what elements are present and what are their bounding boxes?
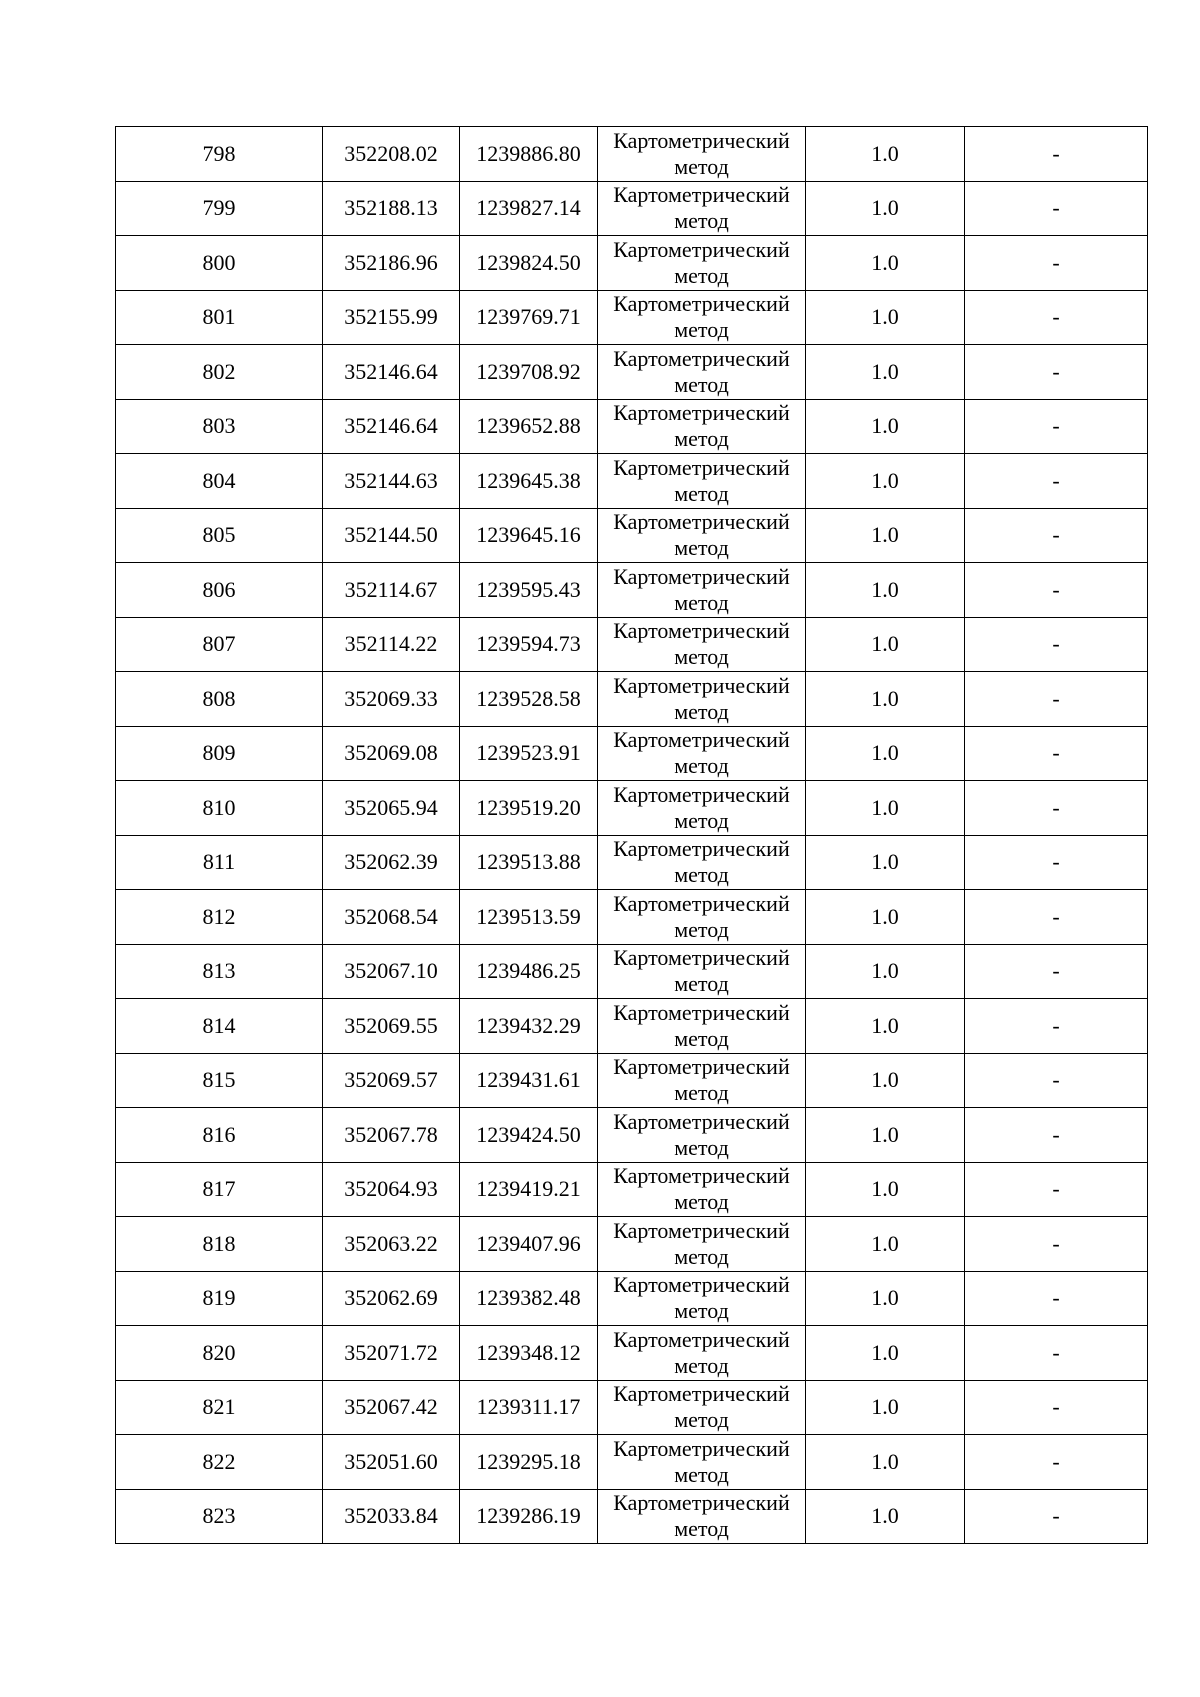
table-row <box>116 1435 1148 1490</box>
note-cell: - <box>965 835 1148 890</box>
y-coordinate-cell: 1239431.61 <box>460 1053 598 1108</box>
coordinates-table-body <box>116 127 1148 1544</box>
note-cell: - <box>965 345 1148 400</box>
y-coordinate-cell: 1239886.80 <box>460 127 598 182</box>
method-cell: Картометрический метод <box>598 1380 806 1435</box>
accuracy-cell: 1.0 <box>806 399 965 454</box>
y-coordinate-cell: 1239432.29 <box>460 999 598 1054</box>
method-cell: Картометрический метод <box>598 1489 806 1544</box>
table-row <box>116 835 1148 890</box>
point-number-cell: 804 <box>116 454 323 509</box>
y-coordinate-cell: 1239708.92 <box>460 345 598 400</box>
accuracy-cell: 1.0 <box>806 781 965 836</box>
note-cell: - <box>965 399 1148 454</box>
y-coordinate-cell: 1239652.88 <box>460 399 598 454</box>
method-cell: Картометрический метод <box>598 999 806 1054</box>
note-cell: - <box>965 617 1148 672</box>
table-row <box>116 290 1148 345</box>
accuracy-cell: 1.0 <box>806 454 965 509</box>
point-number-cell: 811 <box>116 835 323 890</box>
y-coordinate-cell: 1239286.19 <box>460 1489 598 1544</box>
table-row <box>116 399 1148 454</box>
y-coordinate-cell: 1239594.73 <box>460 617 598 672</box>
method-cell: Картометрический метод <box>598 345 806 400</box>
point-number-cell: 799 <box>116 181 323 236</box>
point-number-cell: 809 <box>116 726 323 781</box>
y-coordinate-cell: 1239407.96 <box>460 1217 598 1272</box>
method-cell: Картометрический метод <box>598 726 806 781</box>
table-row <box>116 1489 1148 1544</box>
x-coordinate-cell: 352069.57 <box>323 1053 460 1108</box>
x-coordinate-cell: 352062.69 <box>323 1271 460 1326</box>
note-cell: - <box>965 1326 1148 1381</box>
method-cell: Картометрический метод <box>598 236 806 291</box>
table-row <box>116 890 1148 945</box>
note-cell: - <box>965 290 1148 345</box>
point-number-cell: 821 <box>116 1380 323 1435</box>
point-number-cell: 816 <box>116 1108 323 1163</box>
x-coordinate-cell: 352064.93 <box>323 1162 460 1217</box>
y-coordinate-cell: 1239348.12 <box>460 1326 598 1381</box>
method-cell: Картометрический метод <box>598 181 806 236</box>
method-cell: Картометрический метод <box>598 399 806 454</box>
accuracy-cell: 1.0 <box>806 1435 965 1490</box>
table-row <box>116 1053 1148 1108</box>
coordinates-table <box>115 126 1148 1544</box>
y-coordinate-cell: 1239528.58 <box>460 672 598 727</box>
point-number-cell: 810 <box>116 781 323 836</box>
accuracy-cell: 1.0 <box>806 1108 965 1163</box>
table-row <box>116 236 1148 291</box>
note-cell: - <box>965 781 1148 836</box>
point-number-cell: 817 <box>116 1162 323 1217</box>
note-cell: - <box>965 1271 1148 1326</box>
x-coordinate-cell: 352033.84 <box>323 1489 460 1544</box>
note-cell: - <box>965 127 1148 182</box>
point-number-cell: 801 <box>116 290 323 345</box>
point-number-cell: 819 <box>116 1271 323 1326</box>
method-cell: Картометрический метод <box>598 672 806 727</box>
method-cell: Картометрический метод <box>598 1271 806 1326</box>
method-cell: Картометрический метод <box>598 127 806 182</box>
note-cell: - <box>965 1162 1148 1217</box>
table-row <box>116 1380 1148 1435</box>
table-row <box>116 1217 1148 1272</box>
x-coordinate-cell: 352071.72 <box>323 1326 460 1381</box>
x-coordinate-cell: 352144.63 <box>323 454 460 509</box>
accuracy-cell: 1.0 <box>806 999 965 1054</box>
note-cell: - <box>965 1217 1148 1272</box>
note-cell: - <box>965 454 1148 509</box>
point-number-cell: 822 <box>116 1435 323 1490</box>
table-row <box>116 563 1148 618</box>
table-row <box>116 127 1148 182</box>
y-coordinate-cell: 1239645.16 <box>460 508 598 563</box>
x-coordinate-cell: 352146.64 <box>323 399 460 454</box>
table-row <box>116 345 1148 400</box>
accuracy-cell: 1.0 <box>806 835 965 890</box>
accuracy-cell: 1.0 <box>806 236 965 291</box>
table-row <box>116 999 1148 1054</box>
accuracy-cell: 1.0 <box>806 672 965 727</box>
accuracy-cell: 1.0 <box>806 345 965 400</box>
table-row <box>116 508 1148 563</box>
table-row <box>116 672 1148 727</box>
accuracy-cell: 1.0 <box>806 1217 965 1272</box>
method-cell: Картометрический метод <box>598 290 806 345</box>
x-coordinate-cell: 352069.55 <box>323 999 460 1054</box>
x-coordinate-cell: 352067.10 <box>323 944 460 999</box>
note-cell: - <box>965 1435 1148 1490</box>
x-coordinate-cell: 352114.67 <box>323 563 460 618</box>
point-number-cell: 800 <box>116 236 323 291</box>
point-number-cell: 803 <box>116 399 323 454</box>
y-coordinate-cell: 1239645.38 <box>460 454 598 509</box>
accuracy-cell: 1.0 <box>806 890 965 945</box>
method-cell: Картометрический метод <box>598 835 806 890</box>
x-coordinate-cell: 352062.39 <box>323 835 460 890</box>
note-cell: - <box>965 563 1148 618</box>
y-coordinate-cell: 1239519.20 <box>460 781 598 836</box>
point-number-cell: 808 <box>116 672 323 727</box>
method-cell: Картометрический метод <box>598 890 806 945</box>
y-coordinate-cell: 1239523.91 <box>460 726 598 781</box>
table-row <box>116 944 1148 999</box>
method-cell: Картометрический метод <box>598 563 806 618</box>
x-coordinate-cell: 352068.54 <box>323 890 460 945</box>
method-cell: Картометрический метод <box>598 1162 806 1217</box>
note-cell: - <box>965 1380 1148 1435</box>
accuracy-cell: 1.0 <box>806 290 965 345</box>
x-coordinate-cell: 352146.64 <box>323 345 460 400</box>
table-row <box>116 1326 1148 1381</box>
x-coordinate-cell: 352067.78 <box>323 1108 460 1163</box>
note-cell: - <box>965 944 1148 999</box>
y-coordinate-cell: 1239824.50 <box>460 236 598 291</box>
table-row <box>116 1108 1148 1163</box>
accuracy-cell: 1.0 <box>806 127 965 182</box>
point-number-cell: 812 <box>116 890 323 945</box>
y-coordinate-cell: 1239513.59 <box>460 890 598 945</box>
y-coordinate-cell: 1239419.21 <box>460 1162 598 1217</box>
y-coordinate-cell: 1239769.71 <box>460 290 598 345</box>
x-coordinate-cell: 352069.08 <box>323 726 460 781</box>
method-cell: Картометрический метод <box>598 454 806 509</box>
accuracy-cell: 1.0 <box>806 508 965 563</box>
point-number-cell: 805 <box>116 508 323 563</box>
method-cell: Картометрический метод <box>598 1435 806 1490</box>
accuracy-cell: 1.0 <box>806 1271 965 1326</box>
note-cell: - <box>965 890 1148 945</box>
note-cell: - <box>965 508 1148 563</box>
accuracy-cell: 1.0 <box>806 1380 965 1435</box>
y-coordinate-cell: 1239311.17 <box>460 1380 598 1435</box>
note-cell: - <box>965 999 1148 1054</box>
method-cell: Картометрический метод <box>598 1053 806 1108</box>
method-cell: Картометрический метод <box>598 944 806 999</box>
accuracy-cell: 1.0 <box>806 944 965 999</box>
point-number-cell: 807 <box>116 617 323 672</box>
x-coordinate-cell: 352144.50 <box>323 508 460 563</box>
accuracy-cell: 1.0 <box>806 617 965 672</box>
x-coordinate-cell: 352051.60 <box>323 1435 460 1490</box>
point-number-cell: 815 <box>116 1053 323 1108</box>
x-coordinate-cell: 352155.99 <box>323 290 460 345</box>
y-coordinate-cell: 1239424.50 <box>460 1108 598 1163</box>
accuracy-cell: 1.0 <box>806 1053 965 1108</box>
x-coordinate-cell: 352186.96 <box>323 236 460 291</box>
table-row <box>116 781 1148 836</box>
y-coordinate-cell: 1239486.25 <box>460 944 598 999</box>
y-coordinate-cell: 1239827.14 <box>460 181 598 236</box>
method-cell: Картометрический метод <box>598 617 806 672</box>
y-coordinate-cell: 1239595.43 <box>460 563 598 618</box>
point-number-cell: 818 <box>116 1217 323 1272</box>
accuracy-cell: 1.0 <box>806 181 965 236</box>
point-number-cell: 798 <box>116 127 323 182</box>
table-row <box>116 181 1148 236</box>
x-coordinate-cell: 352065.94 <box>323 781 460 836</box>
point-number-cell: 820 <box>116 1326 323 1381</box>
note-cell: - <box>965 1053 1148 1108</box>
x-coordinate-cell: 352067.42 <box>323 1380 460 1435</box>
table-row <box>116 617 1148 672</box>
method-cell: Картометрический метод <box>598 1217 806 1272</box>
x-coordinate-cell: 352069.33 <box>323 672 460 727</box>
point-number-cell: 814 <box>116 999 323 1054</box>
y-coordinate-cell: 1239295.18 <box>460 1435 598 1490</box>
point-number-cell: 806 <box>116 563 323 618</box>
x-coordinate-cell: 352063.22 <box>323 1217 460 1272</box>
point-number-cell: 802 <box>116 345 323 400</box>
note-cell: - <box>965 1489 1148 1544</box>
table-row <box>116 726 1148 781</box>
y-coordinate-cell: 1239513.88 <box>460 835 598 890</box>
note-cell: - <box>965 181 1148 236</box>
method-cell: Картометрический метод <box>598 508 806 563</box>
note-cell: - <box>965 236 1148 291</box>
method-cell: Картометрический метод <box>598 1326 806 1381</box>
x-coordinate-cell: 352114.22 <box>323 617 460 672</box>
accuracy-cell: 1.0 <box>806 563 965 618</box>
note-cell: - <box>965 726 1148 781</box>
accuracy-cell: 1.0 <box>806 1162 965 1217</box>
table-row <box>116 1271 1148 1326</box>
x-coordinate-cell: 352188.13 <box>323 181 460 236</box>
point-number-cell: 813 <box>116 944 323 999</box>
table-row <box>116 1162 1148 1217</box>
note-cell: - <box>965 672 1148 727</box>
x-coordinate-cell: 352208.02 <box>323 127 460 182</box>
note-cell: - <box>965 1108 1148 1163</box>
point-number-cell: 823 <box>116 1489 323 1544</box>
accuracy-cell: 1.0 <box>806 726 965 781</box>
table-row <box>116 454 1148 509</box>
method-cell: Картометрический метод <box>598 781 806 836</box>
accuracy-cell: 1.0 <box>806 1489 965 1544</box>
method-cell: Картометрический метод <box>598 1108 806 1163</box>
accuracy-cell: 1.0 <box>806 1326 965 1381</box>
y-coordinate-cell: 1239382.48 <box>460 1271 598 1326</box>
